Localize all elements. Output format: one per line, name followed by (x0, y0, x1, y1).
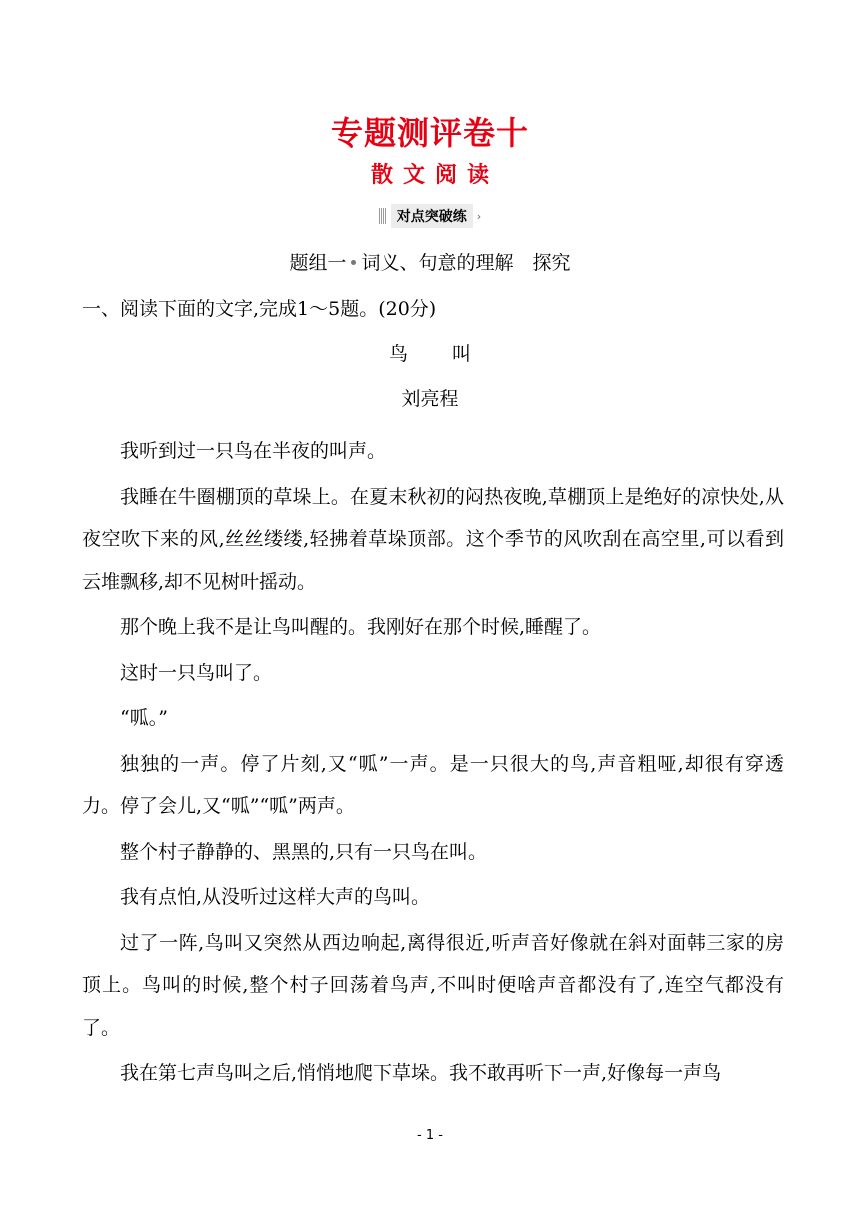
bullet-icon (351, 260, 356, 265)
essay-author: 刘亮程 (401, 388, 459, 410)
question-instruction: 一、阅读下面的文字,完成1～5题。(20分) (82, 298, 437, 320)
stripes-icon (379, 208, 387, 224)
essay-paragraph: 整个村子静静的、黑黑的,只有一只鸟在叫。 (120, 840, 488, 863)
essay-paragraph: 我有点怕,从没听过这样大声的鸟叫。 (120, 886, 431, 908)
essay-paragraph: 我听到过一只鸟在半夜的叫声。 (120, 440, 387, 462)
badge-label: 对点突破练 (391, 204, 473, 228)
group-topic: 词义、句意的理解 探究 (361, 252, 571, 274)
section-badge (379, 205, 481, 227)
chevron-right-icon: › (476, 209, 482, 223)
page-subtitle: 散文阅读 (370, 163, 499, 188)
essay-paragraph: “呱。” (120, 707, 168, 729)
essay-title: 鸟叫 (388, 343, 515, 365)
essay-paragraph: 过了一阵,鸟叫又突然从西边响起,离得很近,听声音好像就在斜对面韩三家的房顶上。鸟叫的时候,整个村子回荡着鸟声,不叫时便啥声音都没有了,连空气都没有了。 (82, 931, 784, 1039)
essay-paragraph: 那个晚上我不是让鸟叫醒的。我刚好在那个时候,睡醒了。 (120, 616, 602, 638)
group-prefix: 题组一 (289, 252, 347, 274)
essay-paragraph: 这时一只鸟叫了。 (120, 661, 273, 684)
page-title: 专题测评卷十 (330, 114, 529, 152)
essay-paragraph: 我在第七声鸟叫之后,悄悄地爬下草垛。我不敢再听下一声,好像每一声鸟 (120, 1062, 722, 1084)
essay-paragraph: 独独的一声。停了片刻,又“呱”一声。是一只很大的鸟,声音粗哑,却很有穿透力。停了会儿,又“呱”“呱”两声。 (82, 752, 784, 817)
essay-paragraph: 我睡在牛圈棚顶的草垛上。在夏末秋初的闷热夜晚,草棚顶上是绝好的凉快处,从夜空吹下来的风,丝丝缕缕,轻拂着草垛顶部。这个季节的风吹刮在高空里,可以看到云堆飘移,却不见树叶摇动。 (82, 485, 784, 593)
essay-body (82, 430, 784, 1098)
badge-container (0, 205, 860, 227)
page-number: - 1 - (417, 1128, 443, 1143)
group-heading (0, 248, 860, 275)
